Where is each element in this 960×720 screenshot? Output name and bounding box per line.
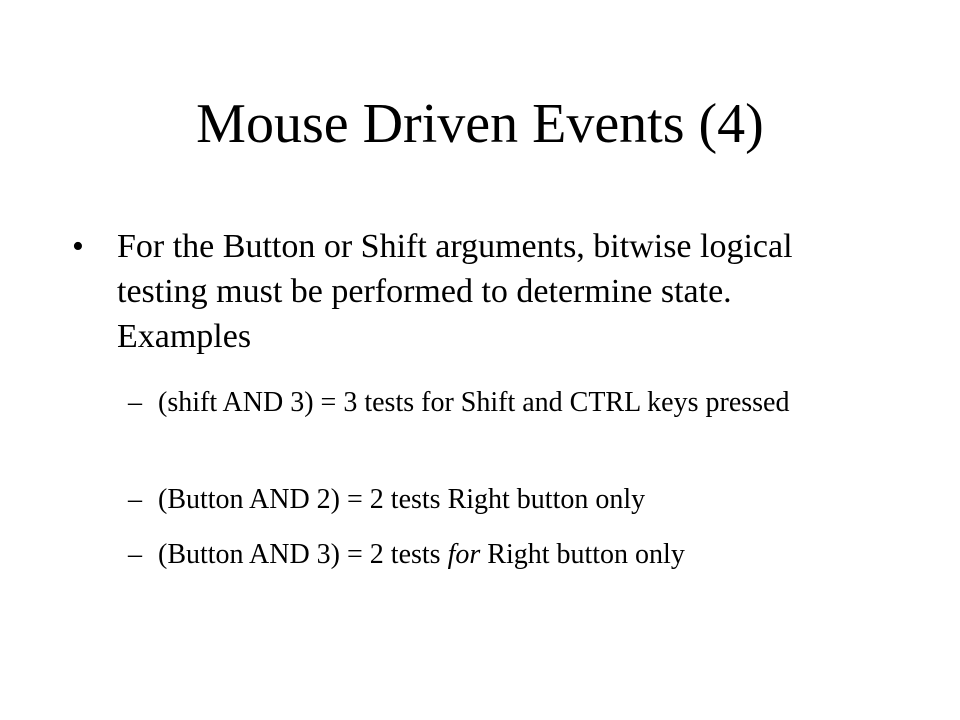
- sub-bullet-button-3: [128, 536, 888, 574]
- sub-bullet-button-2: [128, 481, 888, 519]
- main-bullet: [72, 224, 872, 359]
- sub-bullet-text-italic: for: [447, 539, 481, 570]
- sub-bullet-text: (Button AND 2) = 2 tests Right button only: [158, 484, 646, 515]
- sub-bullet-marker: –: [128, 539, 142, 570]
- sub-bullet-text-after: Right button only: [480, 539, 685, 570]
- sub-bullet-text: (shift AND 3) = 3 tests for Shift and CTRL keys pressed: [158, 387, 790, 418]
- slide-title: Mouse Driven Events (4): [196, 93, 764, 155]
- sub-bullet-shift: [128, 384, 888, 422]
- main-bullet-text: For the Button or Shift arguments, bitwise logical testing must be performed to determine state. Examples: [117, 228, 793, 355]
- sub-bullet-text-before: (Button AND 3) = 2 tests: [158, 539, 448, 570]
- bullet-marker: •: [72, 228, 84, 265]
- sub-bullet-text: [158, 536, 888, 574]
- sub-bullet-marker: –: [128, 387, 142, 418]
- sub-bullet-marker: –: [128, 484, 142, 515]
